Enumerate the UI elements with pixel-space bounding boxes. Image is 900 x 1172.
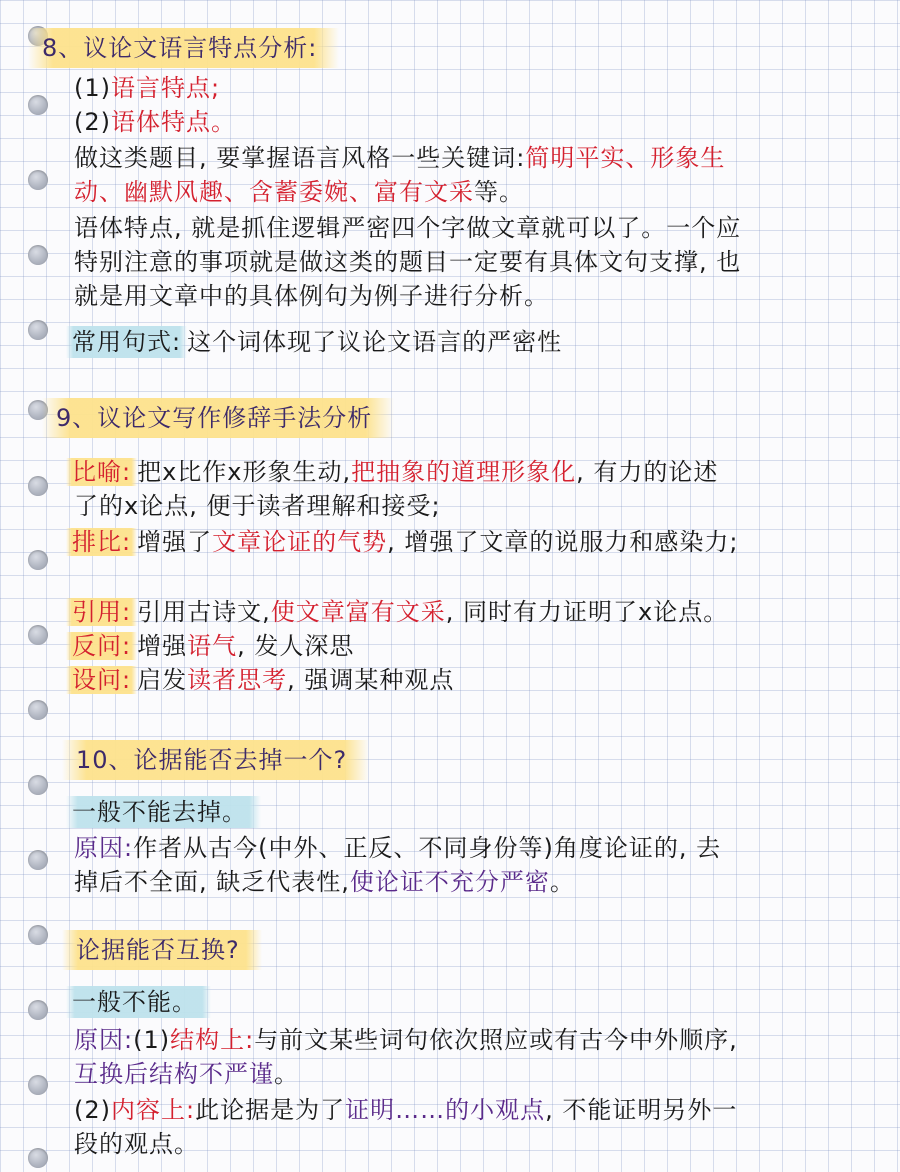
binder-ring	[28, 1148, 48, 1168]
s8-para-1b: 动、幽默风趣、含蓄委婉、富有文采等。	[74, 178, 524, 206]
s10-answer: 一般不能去掉。	[66, 796, 261, 828]
swap-reason-1b: 互换后结构不严谨。	[74, 1060, 299, 1088]
binder-ring	[28, 95, 48, 115]
binder-ring	[28, 850, 48, 870]
s9-rhetorical-question: 反问: 增强语气, 发人深思	[66, 630, 866, 662]
binder-ring	[28, 625, 48, 645]
s9-metaphor-b: 了的x论点, 便于读者理解和接受;	[74, 492, 441, 520]
s9-quotation: 引用: 引用古诗文,使文章富有文采, 同时有力证明了x论点。	[66, 596, 866, 628]
s10-reason-a: 原因:作者从古今(中外、正反、不同身份等)角度论证的, 去	[74, 834, 722, 862]
section-10-heading: 10、论据能否去掉一个?	[62, 740, 369, 780]
binder-ring	[28, 700, 48, 720]
s9-self-question: 设问: 启发读者思考, 强调某种观点	[66, 664, 866, 696]
s10-reason-b: 掉后不全面, 缺乏代表性,使论证不充分严密。	[74, 868, 575, 896]
s8-item-1: (1)语言特点;	[74, 74, 221, 102]
binder-ring	[28, 550, 48, 570]
s8-para-1a: 做这类题目, 要掌握语言风格一些关键词:简明平实、形象生	[74, 144, 726, 172]
s9-parallelism: 排比: 增强了文章论证的气势, 增强了文章的说服力和感染力;	[66, 526, 866, 558]
swap-reason-2a: (2)内容上:此论据是为了证明……的小观点, 不能证明另外一	[74, 1096, 738, 1124]
s8-para-2a: 语体特点, 就是抓住逻辑严密四个字做文章就可以了。一个应	[74, 214, 742, 242]
s8-item-2: (2)语体特点。	[74, 108, 236, 136]
swap-question: 论据能否互换?	[62, 930, 262, 970]
binder-ring	[28, 245, 48, 265]
binder-ring	[28, 476, 48, 496]
section-8-heading: 8、议论文语言特点分析:	[28, 28, 339, 68]
s9-metaphor-a: 比喻: 把x比作x形象生动,把抽象的道理形象化, 有力的论述	[66, 456, 866, 488]
binder-ring	[28, 775, 48, 795]
binder-ring	[28, 170, 48, 190]
s8-para-2b: 特别注意的事项就是做这类的题目一定要有具体文句支撑, 也	[74, 248, 742, 276]
binder-ring	[28, 320, 48, 340]
swap-reason-2b: 段的观点。	[74, 1130, 199, 1158]
s8-common-phrase: 常用句式: 这个词体现了议论文语言的严密性	[66, 326, 562, 358]
s8-para-2c: 就是用文章中的具体例句为例子进行分析。	[74, 282, 549, 310]
binder-ring	[28, 1000, 48, 1020]
swap-answer: 一般不能。	[66, 986, 211, 1018]
section-9-heading: 9、议论文写作修辞手法分析	[42, 398, 394, 438]
swap-reason-1a: 原因:(1)结构上:与前文某些词句依次照应或有古今中外顺序,	[74, 1026, 738, 1054]
binder-ring	[28, 925, 48, 945]
binder-ring	[28, 1075, 48, 1095]
